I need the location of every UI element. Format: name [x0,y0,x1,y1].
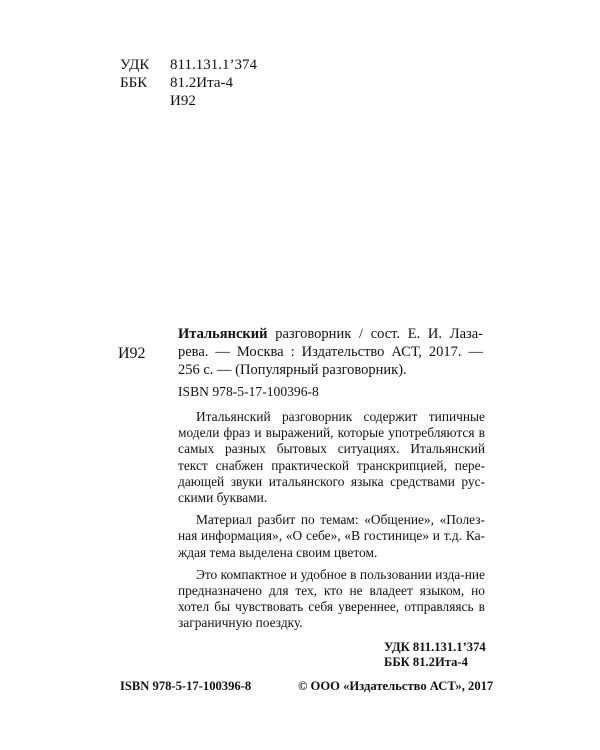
annotation-paragraph-3: Это компактное и удобное в пользовании изда-ние предназначено для тех, кто не владеет языком, но хотел бы чувствовать себя увереннее, отправляясь в заграничную поездку. [178,566,485,631]
bbk-line [120,74,340,92]
udk-label: УДК [120,57,150,73]
author-mark: И92 [170,93,196,109]
bibliographic-record [178,325,483,379]
bbk-label: ББК [120,75,148,91]
bottom-udk: УДК 811.131.1’374 [384,640,486,654]
record-author-mark: И92 [118,345,146,362]
annotation-paragraph-2: Материал разбит по темам: «Общение», «Полез-ная информация», «О себе», «В гостинице» и т.д. Ка-ждая тема выделена своим цветом. [178,512,485,560]
footer-isbn: ISBN 978-5-17-100396-8 [120,679,252,693]
bottom-bbk: ББК 81.2Ита-4 [384,655,468,669]
record-description: разговорник / сост. Е. И. Лаза-рева. — Москва : Издательство АСТ, 2017. — 256 с. — (Популярный разговорник). [178,326,484,378]
record-isbn: ISBN 978-5-17-100396-8 [178,384,319,399]
annotation-paragraph-1: Итальянский разговорник содержит типичные модели фраз и выражений, которые употребляются в самых разных бытовых ситуациях. Итальянский текст снабжен практической транскрипцией, пере-дающей звуки итальянского языка средствами рус-скими буквами. [178,409,485,506]
bbk-value: 81.2Ита-4 [170,75,233,91]
udk-value: 811.131.1’374 [170,57,257,73]
author-mark-line [120,92,340,110]
bottom-classification [384,640,486,670]
udk-line [120,56,340,74]
top-classification [120,56,340,110]
annotation [178,409,485,632]
footer-copyright: © ООО «Издательство АСТ», 2017 [298,679,494,693]
record-title: Итальянский [178,326,268,342]
